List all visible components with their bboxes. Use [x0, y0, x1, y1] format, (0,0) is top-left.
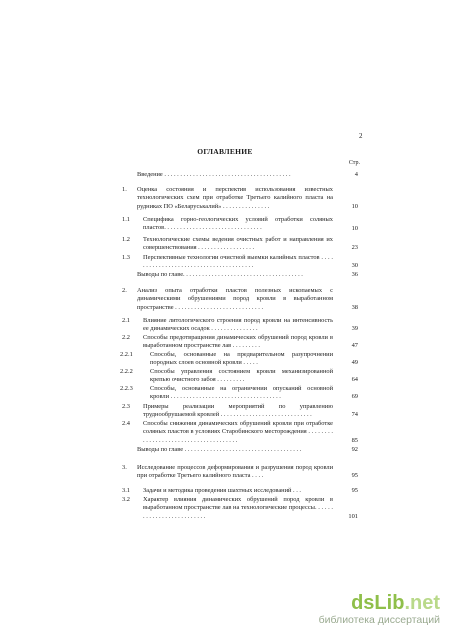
toc-entry-text: Анализ опыта отработки пластов полезных ископаемых с динамическими обрушениями пород кровли в выработанном пространстве . . . . . . . . . . . . . . . . . . . . . . . . . . . . [137, 287, 333, 311]
toc-entry-text: Характер влияния динамических обрушений пород кровли в выработанном пространстве лав на технологические процессы. . . . . . . . . . . . . . . . . . . . . . . . . . [143, 496, 333, 520]
dslib-subtitle: библиотека диссертаций [318, 614, 440, 626]
toc-entry-number: 3. [122, 464, 127, 471]
toc-entry-page: 36 [351, 271, 358, 278]
toc-entry-page: 95 [351, 472, 358, 479]
toc-entry-page: 49 [351, 359, 358, 366]
toc-entry-page: 85 [351, 437, 358, 444]
toc-entry-page: 23 [351, 244, 358, 251]
toc-entry-number: 2.2.2 [120, 368, 133, 375]
toc-entry-page: 4 [354, 171, 358, 178]
page-column-label: Стр. [348, 160, 360, 166]
toc-entry-page: 47 [351, 342, 358, 349]
toc-entry-text: Введение . . . . . . . . . . . . . . . . . . . . . . . . . . . . . . . . . . . . . . . . [137, 171, 291, 178]
toc-entry-page: 101 [348, 513, 358, 520]
toc-entry-number: 2.3 [122, 403, 130, 410]
dslib-logo-suffix: .net [404, 592, 440, 614]
dslib-watermark[interactable] [319, 592, 440, 626]
toc-entry-text: Способы снижения динамических обрушений кровли при отработке соляных пластов в условиях Старобинского месторождения . . . . . . . . . . . . . . . . . . . . . . . . . . . . . . . . . . . . . . [143, 420, 333, 444]
toc-entry-text: Способы предотвращения динамических обрушений пород кровли в выработанном пространстве лав . . . . . . . . . [143, 334, 333, 350]
toc-entry-number: 2. [122, 287, 127, 294]
toc-entry-number: 1.1 [122, 216, 130, 223]
toc-entry-number: 2.2 [122, 334, 130, 341]
toc-entry-text: Оценка состояния и перспектив использования известных технологических схем при отработке Третьего калийного пласта на рудниках ПО «Беларуськалий» . . . . . . . . . . . . . . . [137, 186, 333, 210]
toc-entry-number: 2.2.1 [120, 351, 133, 358]
toc-entry-text: Технологические схемы ведения очистных работ и направления их совершенствования . . . . . . . . . . . . . . . . . . [143, 236, 333, 252]
page-title: ОГЛАВЛЕНИЕ [197, 147, 253, 156]
toc-entry-number: 1. [122, 186, 127, 193]
toc-entry-page: 92 [351, 446, 358, 453]
toc-entry-number: 3.1 [122, 487, 130, 494]
dslib-logo-text: dsLib [351, 592, 405, 614]
toc-entry-text: Способы, основанные на ограничении опусканий основной кровли . . . . . . . . . . . . . . . . . . . . . . . . . . . . . . . . . . . [150, 385, 333, 401]
toc-entry-page: 39 [351, 325, 358, 332]
toc-entry-number: 2.1 [122, 317, 130, 324]
toc-entry-number: 1.2 [122, 236, 130, 243]
toc-entry-number: 2.2.3 [120, 385, 133, 392]
toc-entry-number: 2.4 [122, 420, 130, 427]
toc-entry-page: 38 [351, 304, 358, 311]
toc-entry-page: 64 [351, 376, 358, 383]
toc-entry-page: 30 [351, 262, 358, 269]
toc-entry-page: 10 [351, 225, 358, 232]
page-number: 2 [359, 132, 363, 140]
toc-entry-text: Влияние литологического строения пород кровли на интенсивность ее динамических осадок . . . . . . . . . . . . . . . [143, 317, 333, 333]
toc-entry-page: 10 [351, 203, 358, 210]
toc-entry-text: Способы управления состоянием кровли механизированной крепью очистного забоя . . . . . . . . . [150, 368, 333, 384]
toc-entry-text: Исследование процессов деформирования и разрушения пород кровли при отработке Третьего калийного пласта . . . . [137, 464, 333, 480]
toc-entry-text: Примеры реализации мероприятий по управлению труднообрушаемой кровлей . . . . . . . . . . . . . . . . . . . . . . . . . . . . . [143, 403, 333, 419]
toc-entry-page: 69 [351, 393, 358, 400]
toc-entry-text: Специфика горно-геологических условий отработки соляных пластов. . . . . . . . . . . . . . . . . . . . . . . . . . . . . . . [143, 216, 333, 232]
dslib-logo [319, 592, 440, 614]
toc-entry-page: 74 [351, 411, 358, 418]
toc-entry-number: 3.2 [122, 496, 130, 503]
toc-entry-text: Выводы по главе . . . . . . . . . . . . . . . . . . . . . . . . . . . . . . . . . . . . . [137, 446, 302, 453]
toc-entry-number: 1.3 [122, 254, 130, 261]
toc-entry-text: Способы, основанные на предварительном разупрочнении породных слоев основной кровли . . . . . [150, 351, 333, 367]
toc-entry-text: Задачи и методика проведения шахтных исследований . . . [143, 487, 302, 494]
toc-entry-text: Выводы по главе. . . . . . . . . . . . . . . . . . . . . . . . . . . . . . . . . . . . . . [137, 271, 303, 278]
toc-entry-text: Перспективные технологии очистной выемки калийных пластов . . . . . . . . . . . . . . . . . . . . . . . . . . . . . . . . . . . . . . . [143, 254, 333, 270]
toc-entry-page: 95 [351, 487, 358, 494]
